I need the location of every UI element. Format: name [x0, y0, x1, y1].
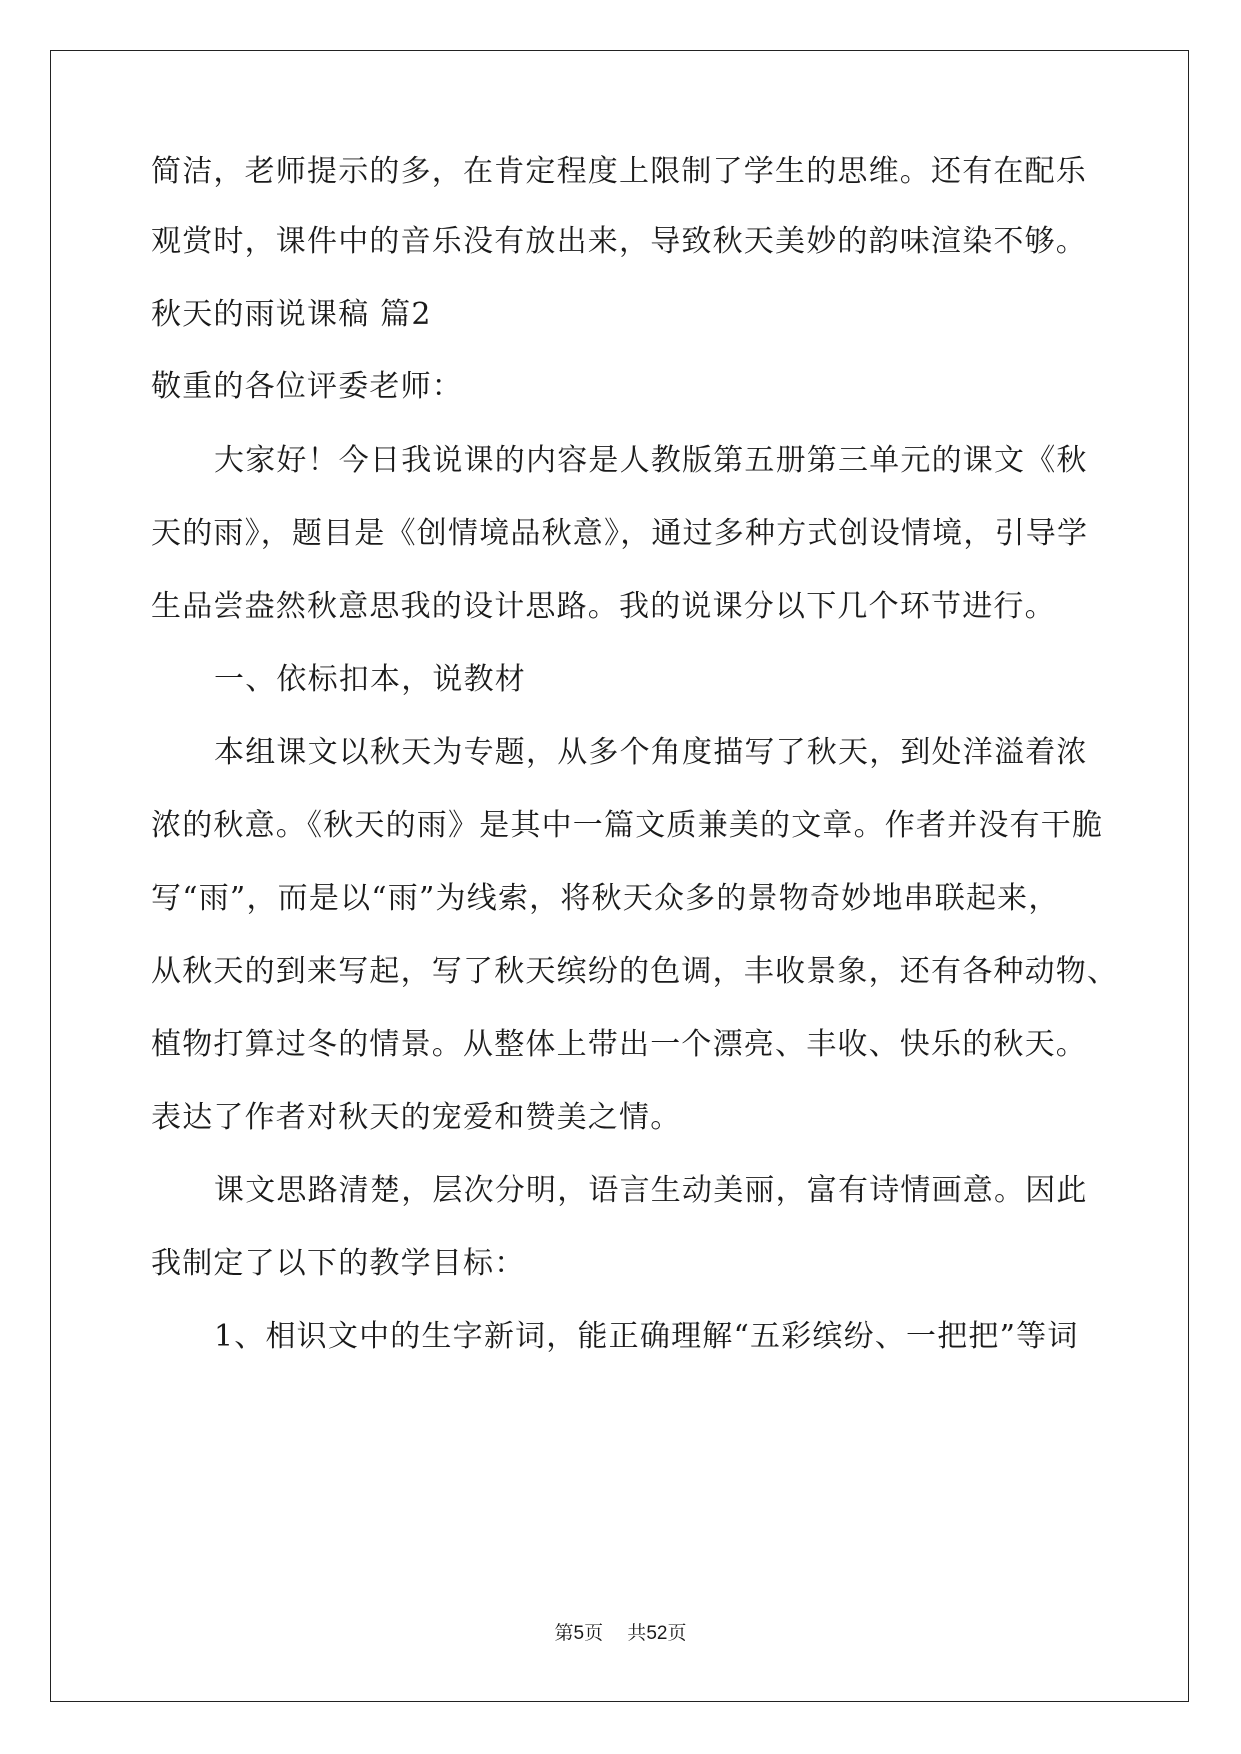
footer-prefix: 第 [554, 1622, 574, 1644]
footer-page-suffix: 页 [584, 1622, 604, 1644]
current-page-number: 5 [573, 1623, 585, 1644]
text-line-11: 写“雨”，而是以“雨”为线索，将秋天众多的景物奇妙地串联起来， [151, 881, 1060, 916]
text-line-17: 1、相识文中的生字新词，能正确理解“五彩缤纷、一把把”等词 [214, 1319, 1079, 1354]
text-line-16: 我制定了以下的教学目标： [151, 1246, 526, 1281]
text-line-12: 从秋天的到来写起，写了秋天缤纷的色调，丰收景象，还有各种动物、 [151, 954, 1119, 989]
text-line-10: 浓的秋意。《秋天的雨》是其中一篇文质兼美的文章。作者并没有干脆 [151, 808, 1104, 843]
text-line-9: 本组课文以秋天为专题，从多个角度描写了秋天，到处洋溢着浓 [214, 735, 1088, 770]
footer-total-suffix: 页 [667, 1622, 687, 1644]
text-line-13: 植物打算过冬的情景。从整体上带出一个漂亮、丰收、快乐的秋天。 [151, 1027, 1087, 1062]
text-line-7: 生品尝盎然秋意思我的设计思路。我的说课分以下几个环节进行。 [151, 589, 1056, 624]
text-line-1: 简洁，老师提示的多，在肯定程度上限制了学生的思维。还有在配乐 [151, 154, 1087, 189]
text-line-15: 课文思路清楚，层次分明，语言生动美丽，富有诗情画意。因此 [214, 1173, 1088, 1208]
page-footer [0, 1621, 1241, 1646]
text-line-6: 天的雨》，题目是《创情境品秋意》，通过多种方式创设情境，引导学 [151, 516, 1089, 551]
total-page-count: 52 [646, 1623, 668, 1644]
text-line-2: 观赏时，课件中的音乐没有放出来，导致秋天美妙的韵味渲染不够。 [151, 224, 1087, 259]
salutation: 敬重的各位评委老师： [151, 369, 463, 404]
text-line-14: 表达了作者对秋天的宠爱和赞美之情。 [151, 1100, 682, 1135]
subheading: 一、依标扣本，说教材 [214, 662, 526, 697]
section-heading: 秋天的雨说课稿 篇2 [151, 297, 432, 332]
footer-total-prefix: 共 [627, 1622, 647, 1644]
text-line-5: 大家好！今日我说课的内容是人教版第五册第三单元的课文《秋 [214, 443, 1088, 478]
